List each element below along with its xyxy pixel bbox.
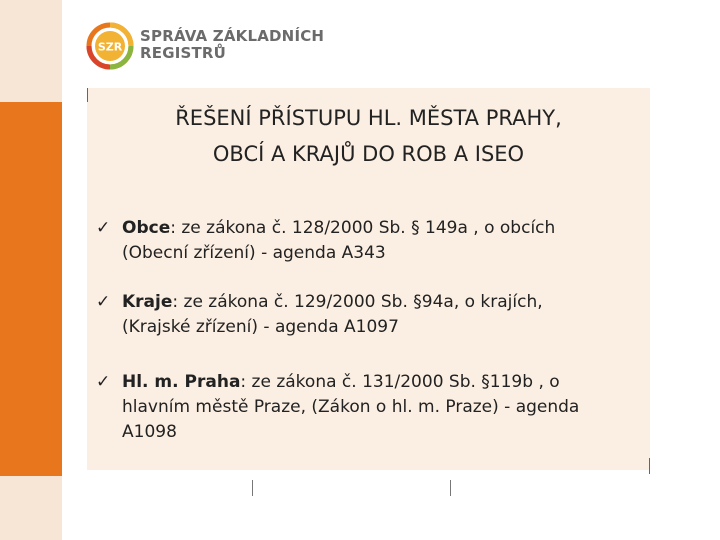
bullet-term: Obce: [122, 218, 171, 238]
szr-logo: [86, 18, 336, 74]
left-decor-strip-orange: [0, 102, 62, 476]
szr-logo-mark-text: SZR: [97, 40, 123, 54]
bullet-item-praha: [96, 370, 616, 445]
footer-tick-mark: [252, 480, 253, 496]
checkmark-icon: ✓: [96, 372, 111, 392]
bullet-item-kraje: [96, 290, 616, 340]
szr-logo-icon: [86, 22, 134, 70]
bullet-term: Kraje: [122, 292, 173, 312]
bullet-text: : ze zákona č. 128/2000 Sb. § 149a , o obcích (Obecní zřízení) - agenda A343: [122, 218, 556, 263]
slide-title: [87, 100, 650, 172]
bullet-text: : ze zákona č. 129/2000 Sb. §94a, o krajích, (Krajské zřízení) - agenda A1097: [122, 292, 543, 337]
logo-line-1: SPRÁVA ZÁKLADNÍCH: [140, 27, 325, 45]
panel-edge-marker: [649, 458, 650, 474]
checkmark-icon: ✓: [96, 218, 111, 238]
slide-title-line-2: OBCÍ A KRAJŮ DO ROB A ISEO: [212, 142, 525, 166]
checkmark-icon: ✓: [96, 292, 111, 312]
bullet-term: Hl. m. Praha: [122, 372, 241, 392]
bullet-text: : ze zákona č. 131/2000 Sb. §119b , o hlavním městě Praze, (Zákon o hl. m. Praze) - agenda A1098: [122, 372, 580, 442]
slide-title-line-1: ŘEŠENÍ PŘÍSTUPU HL. MĚSTA PRAHY,: [175, 106, 562, 130]
footer-tick-mark: [450, 480, 451, 496]
bullet-item-obce: [96, 216, 616, 266]
logo-wordmark: [140, 28, 324, 62]
logo-line-2: REGISTRŮ: [140, 44, 227, 62]
